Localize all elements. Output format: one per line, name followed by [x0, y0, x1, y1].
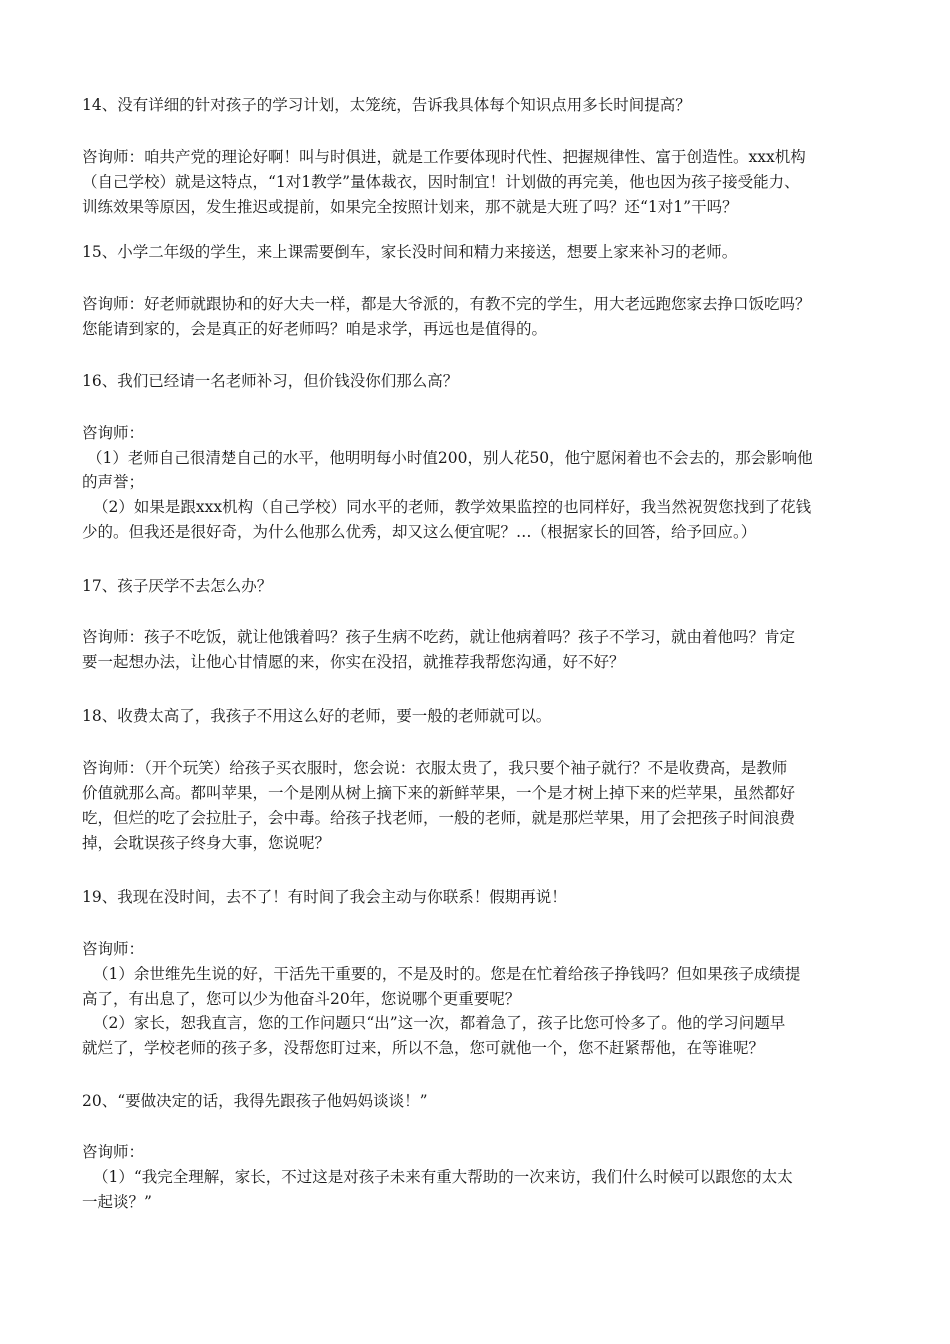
answer-18-line-1: 咨询师：（开个玩笑）给孩子买衣服时，您会说：衣服太贵了，我只要个袖子就行？不是收费高，是教师: [82, 759, 788, 777]
answer-20-label: 咨询师：: [82, 1143, 145, 1161]
answer-16-point-2-line-2: 少的。但我还是很好奇，为什么他那么优秀，却又这么便宜呢？…（根据家长的回答，给予回应。）: [82, 523, 757, 541]
answer-16-point-1-line-2: 的声誉；: [82, 473, 145, 491]
answer-19-label: 咨询师：: [82, 940, 145, 958]
answer-18-line-2: 价值就那么高。都叫苹果，一个是刚从树上摘下来的新鲜苹果，一个是才树上掉下来的烂苹果，虽然都好: [82, 784, 796, 802]
answer-14-line-1: 咨询师：咱共产党的理论好啊！叫与时俱进，就是工作要体现时代性、把握规律性、富于创造性。xxx机构: [82, 148, 806, 166]
answer-19-point-1-line-2: 高了，有出息了，您可以少为他奋斗20年，您说哪个更重要呢？: [82, 990, 521, 1008]
answer-18-line-4: 掉，会耽误孩子终身大事，您说呢？: [82, 834, 331, 852]
answer-16-point-2-line-1: （2）如果是跟xxx机构（自己学校）同水平的老师，教学效果监控的也同样好，我当然祝贺您找到了花钱: [93, 498, 812, 516]
answer-19-point-2-line-1: （2）家长，恕我直言，您的工作问题只“出”这一次，都着急了，孩子比您可怜多了。他的学习问题早: [93, 1014, 786, 1032]
answer-17-line-1: 咨询师：孩子不吃饭，就让他饿着吗？孩子生病不吃药，就让他病着吗？孩子不学习，就由着他吗？肯定: [82, 628, 796, 646]
answer-15-line-2: 您能请到家的，会是真正的好老师吗？咱是求学，再远也是值得的。: [82, 320, 548, 338]
question-14: 14、没有详细的针对孩子的学习计划，太笼统，告诉我具体每个知识点用多长时间提高？: [82, 96, 691, 114]
answer-20-point-1-line-1: （1）“我完全理解，家长，不过这是对孩子未来有重大帮助的一次来访，我们什么时候可以跟您的太太: [93, 1168, 793, 1186]
answer-14-line-2: （自己学校）就是这特点，“1对1教学”量体裁衣，因时制宜！计划做的再完美，他也因为孩子接受能力、: [82, 173, 800, 191]
answer-15-line-1: 咨询师：好老师就跟协和的好大夫一样，都是大爷派的，有教不完的学生，用大老远跑您家去挣口饭吃吗？: [82, 295, 811, 313]
question-15: 15、小学二年级的学生，来上课需要倒车，家长没时间和精力来接送，想要上家来补习的老师。: [82, 243, 738, 261]
answer-16-label: 咨询师：: [82, 424, 145, 442]
question-19: 19、我现在没时间，去不了！有时间了我会主动与你联系！假期再说！: [82, 888, 567, 906]
answer-19-point-1-line-1: （1）余世维先生说的好，干活先干重要的，不是及时的。您是在忙着给孩子挣钱吗？但如果孩子成绩提: [93, 965, 801, 983]
answer-20-point-1-line-2: 一起谈？”: [82, 1193, 152, 1211]
answer-18-line-3: 吃，但烂的吃了会拉肚子，会中毒。给孩子找老师，一般的老师，就是那烂苹果，用了会把孩子时间浪费: [82, 809, 796, 827]
answer-19-point-2-line-2: 就烂了，学校老师的孩子多，没帮您盯过来，所以不急，您可就他一个，您不赶紧帮他，在等谁呢？: [82, 1039, 765, 1057]
question-17: 17、孩子厌学不去怎么办？: [82, 577, 273, 595]
question-18: 18、收费太高了，我孩子不用这么好的老师，要一般的老师就可以。: [82, 707, 552, 725]
question-16: 16、我们已经请一名老师补习，但价钱没你们那么高？: [82, 372, 459, 390]
answer-16-point-1-line-1: （1）老师自己很清楚自己的水平，他明明每小时值200，别人花50，他宁愿闲着也不会去的，那会影响他: [87, 449, 813, 467]
answer-14-line-3: 训练效果等原因，发生推迟或提前，如果完全按照计划来，那不就是大班了吗？还“1对1”干吗？: [82, 198, 738, 216]
answer-17-line-2: 要一起想办法，让他心甘情愿的来，你实在没招，就推荐我帮您沟通，好不好？: [82, 653, 625, 671]
question-20: 20、“要做决定的话，我得先跟孩子他妈妈谈谈！”: [82, 1092, 428, 1110]
